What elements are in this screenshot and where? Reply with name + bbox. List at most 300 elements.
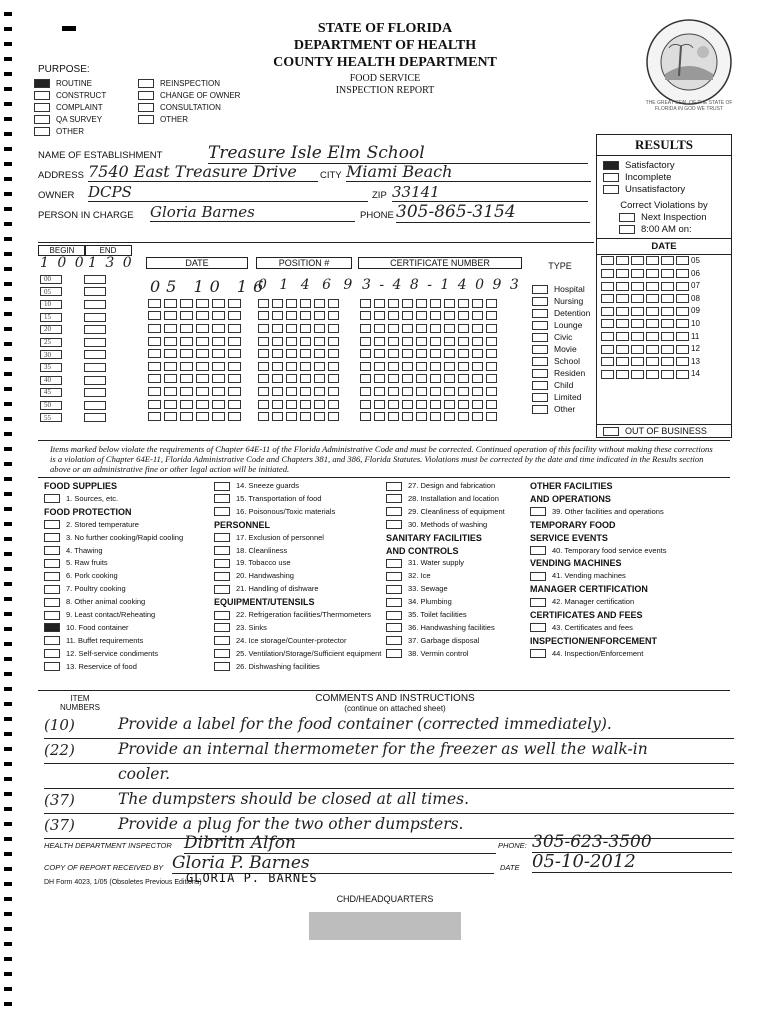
time-bubble[interactable] — [84, 275, 106, 284]
bubble[interactable] — [212, 400, 225, 409]
bubble[interactable] — [180, 324, 193, 333]
date-bubble[interactable] — [661, 319, 674, 328]
bubble[interactable] — [402, 400, 413, 409]
date-bubble[interactable] — [631, 269, 644, 278]
bubble[interactable] — [148, 374, 161, 383]
bubble[interactable] — [430, 362, 441, 371]
bubble[interactable] — [458, 311, 469, 320]
results-date-row[interactable] — [601, 255, 731, 268]
checkbox-row[interactable] — [44, 493, 214, 506]
bubble[interactable] — [458, 400, 469, 409]
checkbox-row[interactable] — [386, 583, 532, 596]
date-bubble[interactable] — [676, 269, 689, 278]
checkbox-row[interactable] — [603, 160, 725, 172]
bubble[interactable] — [472, 362, 483, 371]
checkbox[interactable] — [34, 127, 50, 136]
checkbox[interactable] — [386, 494, 402, 503]
bubble[interactable] — [430, 412, 441, 421]
bubble[interactable] — [430, 324, 441, 333]
bubble[interactable] — [258, 362, 269, 371]
oob-checkbox[interactable] — [603, 427, 619, 436]
begin-value[interactable]: 1 0 0 — [40, 255, 86, 271]
checkbox-row[interactable] — [386, 519, 532, 532]
date-bubble[interactable] — [616, 269, 629, 278]
bubble[interactable] — [148, 337, 161, 346]
bubble[interactable] — [328, 349, 339, 358]
bubble[interactable] — [286, 311, 297, 320]
date-bubble[interactable] — [646, 269, 659, 278]
bubble[interactable] — [314, 374, 325, 383]
checkbox-row[interactable] — [214, 545, 394, 558]
bubble[interactable] — [258, 311, 269, 320]
checkbox-row[interactable] — [214, 609, 394, 622]
date-bubble[interactable] — [616, 256, 629, 265]
checkbox-row[interactable] — [386, 506, 532, 519]
results-date-row[interactable] — [601, 368, 731, 381]
time-bubble[interactable] — [84, 300, 106, 309]
bubble[interactable] — [328, 299, 339, 308]
position-value[interactable]: 0 1 4 6 9 — [258, 277, 357, 293]
checkbox[interactable] — [34, 91, 50, 100]
checkbox-row[interactable] — [138, 114, 240, 126]
checkbox[interactable] — [44, 494, 60, 503]
bubble[interactable] — [444, 324, 455, 333]
bubble[interactable] — [328, 362, 339, 371]
bubble[interactable] — [272, 374, 283, 383]
bubble[interactable] — [148, 400, 161, 409]
bubble[interactable] — [360, 387, 371, 396]
date-bubble[interactable] — [676, 294, 689, 303]
bubble[interactable] — [486, 349, 497, 358]
bubble[interactable] — [458, 362, 469, 371]
bubble[interactable] — [328, 374, 339, 383]
checkbox-row[interactable] — [44, 545, 214, 558]
checkbox-row[interactable] — [214, 583, 394, 596]
checkbox-row[interactable] — [214, 532, 394, 545]
bubble[interactable] — [374, 400, 385, 409]
time-row[interactable] — [40, 361, 119, 374]
bubble[interactable] — [430, 311, 441, 320]
checkbox-row[interactable] — [532, 355, 590, 367]
time-bubble[interactable] — [84, 388, 106, 397]
checkbox[interactable] — [530, 572, 546, 581]
bubble[interactable] — [180, 299, 193, 308]
bubble[interactable] — [314, 337, 325, 346]
bubble[interactable] — [228, 362, 241, 371]
time-bubble[interactable] — [84, 401, 106, 410]
checkbox[interactable] — [138, 103, 154, 112]
bubble[interactable] — [286, 299, 297, 308]
checkbox[interactable] — [532, 357, 548, 366]
time-row[interactable] — [40, 386, 119, 399]
date-bubble[interactable] — [676, 357, 689, 366]
checkbox-row[interactable] — [530, 648, 730, 661]
time-bubble[interactable] — [84, 287, 106, 296]
checkbox[interactable] — [386, 482, 402, 491]
bubble[interactable] — [328, 400, 339, 409]
checkbox-row[interactable] — [34, 102, 106, 114]
bubble[interactable] — [388, 299, 399, 308]
results-date-row[interactable] — [601, 318, 731, 331]
time-row[interactable] — [40, 374, 119, 387]
comment-line[interactable] — [44, 764, 734, 789]
date-value-footer[interactable]: 05-10-2012 — [532, 851, 732, 873]
time-row[interactable] — [40, 273, 119, 286]
date-bubble[interactable] — [616, 345, 629, 354]
bubble[interactable] — [196, 337, 209, 346]
date-bubble[interactable] — [646, 294, 659, 303]
bubble[interactable] — [212, 311, 225, 320]
date-bubble[interactable] — [661, 294, 674, 303]
bubble[interactable] — [180, 362, 193, 371]
checkbox[interactable] — [44, 520, 60, 529]
checkbox-row[interactable] — [214, 557, 394, 570]
bubble[interactable] — [228, 400, 241, 409]
bubble[interactable] — [388, 400, 399, 409]
date-bubble[interactable] — [616, 319, 629, 328]
bubble[interactable] — [164, 324, 177, 333]
bubble[interactable] — [196, 299, 209, 308]
bubble[interactable] — [416, 374, 427, 383]
bubble[interactable] — [196, 374, 209, 383]
time-row[interactable] — [40, 286, 119, 299]
name-value[interactable]: Treasure Isle Elm School — [208, 143, 588, 164]
checkbox[interactable] — [214, 546, 230, 555]
checkbox-row[interactable] — [44, 519, 214, 532]
checkbox-row[interactable] — [44, 570, 214, 583]
bubble[interactable] — [360, 362, 371, 371]
checkbox-row[interactable] — [386, 596, 532, 609]
bubble[interactable] — [228, 374, 241, 383]
bubble[interactable] — [300, 324, 311, 333]
date-bubble[interactable] — [661, 269, 674, 278]
date-bubble[interactable] — [601, 370, 614, 379]
bubble[interactable] — [486, 324, 497, 333]
bubble[interactable] — [472, 324, 483, 333]
checkbox[interactable] — [530, 623, 546, 632]
checkbox[interactable] — [532, 345, 548, 354]
checkbox[interactable] — [386, 507, 402, 516]
bubble[interactable] — [300, 412, 311, 421]
bubble[interactable] — [402, 412, 413, 421]
checkbox[interactable] — [530, 598, 546, 607]
bubble[interactable] — [416, 337, 427, 346]
bubble[interactable] — [444, 412, 455, 421]
checkbox[interactable] — [44, 572, 60, 581]
time-row[interactable] — [40, 412, 119, 425]
bubble[interactable] — [258, 324, 269, 333]
bubble[interactable] — [472, 349, 483, 358]
bubble[interactable] — [360, 400, 371, 409]
checkbox-row[interactable] — [603, 172, 725, 184]
bubble[interactable] — [196, 412, 209, 421]
date-bubble[interactable] — [616, 370, 629, 379]
bubble[interactable] — [360, 349, 371, 358]
bubble[interactable] — [180, 311, 193, 320]
bubble[interactable] — [402, 324, 413, 333]
bubble[interactable] — [486, 299, 497, 308]
date-bubble[interactable] — [661, 307, 674, 316]
bubble[interactable] — [164, 412, 177, 421]
bubble[interactable] — [258, 349, 269, 358]
date-bubble[interactable] — [631, 294, 644, 303]
checkbox[interactable] — [44, 649, 60, 658]
bubble[interactable] — [286, 337, 297, 346]
checkbox[interactable] — [214, 611, 230, 620]
bubble[interactable] — [458, 349, 469, 358]
bubble[interactable] — [272, 337, 283, 346]
bubble[interactable] — [196, 400, 209, 409]
next-inspection[interactable] — [597, 212, 731, 224]
bubble[interactable] — [388, 412, 399, 421]
time-bubble[interactable] — [84, 413, 106, 422]
checkbox-row[interactable] — [44, 583, 214, 596]
date-bubble[interactable] — [646, 345, 659, 354]
date-bubble[interactable] — [646, 319, 659, 328]
bubble[interactable] — [458, 412, 469, 421]
inspector-phone-value[interactable]: 305-623-3500 — [532, 832, 732, 853]
checkbox[interactable] — [386, 649, 402, 658]
bubble[interactable] — [444, 349, 455, 358]
checkbox[interactable] — [386, 623, 402, 632]
checkbox[interactable] — [603, 173, 619, 182]
checkbox[interactable] — [386, 559, 402, 568]
checkbox-row[interactable] — [532, 391, 590, 403]
bubble[interactable] — [148, 324, 161, 333]
checkbox[interactable] — [532, 321, 548, 330]
bubble[interactable] — [444, 299, 455, 308]
bubble[interactable] — [388, 374, 399, 383]
date-bubble[interactable] — [601, 307, 614, 316]
bubble[interactable] — [212, 412, 225, 421]
checkbox-row[interactable] — [214, 570, 394, 583]
checkbox[interactable] — [532, 333, 548, 342]
date-bubble[interactable] — [616, 332, 629, 341]
bubble[interactable] — [180, 337, 193, 346]
results-date-row[interactable] — [601, 356, 731, 369]
bubble[interactable] — [458, 374, 469, 383]
bubble[interactable] — [472, 311, 483, 320]
checkbox-row[interactable] — [530, 506, 730, 519]
bubble[interactable] — [430, 400, 441, 409]
bubble[interactable] — [212, 337, 225, 346]
bubble[interactable] — [486, 387, 497, 396]
bubble[interactable] — [388, 349, 399, 358]
bubble[interactable] — [416, 387, 427, 396]
checkbox-row[interactable] — [44, 609, 214, 622]
date-value[interactable]: 05 10 16 — [150, 277, 270, 296]
bubble[interactable] — [388, 387, 399, 396]
bubble[interactable] — [300, 387, 311, 396]
cert-value[interactable]: 3 - 4 8 - 1 4 0 9 3 — [362, 277, 521, 293]
time-bubble[interactable] — [84, 376, 106, 385]
checkbox-row[interactable] — [532, 403, 590, 415]
checkbox-row[interactable] — [34, 114, 106, 126]
date-bubble[interactable] — [601, 294, 614, 303]
checkbox[interactable] — [138, 91, 154, 100]
checkbox[interactable] — [34, 115, 50, 124]
time-bubble[interactable] — [84, 363, 106, 372]
checkbox-row[interactable] — [214, 622, 394, 635]
bubble[interactable] — [272, 362, 283, 371]
date-bubble[interactable] — [601, 345, 614, 354]
bubble[interactable] — [164, 299, 177, 308]
date-bubble[interactable] — [646, 332, 659, 341]
bubble[interactable] — [272, 324, 283, 333]
date-bubble[interactable] — [631, 282, 644, 291]
date-bubble[interactable] — [646, 256, 659, 265]
checkbox[interactable] — [214, 507, 230, 516]
bubble[interactable] — [458, 299, 469, 308]
checkbox-row[interactable] — [386, 648, 532, 661]
bubble[interactable] — [148, 311, 161, 320]
checkbox-row[interactable] — [532, 319, 590, 331]
checkbox[interactable] — [386, 598, 402, 607]
checkbox[interactable] — [44, 636, 60, 645]
bubble[interactable] — [228, 324, 241, 333]
bubble[interactable] — [180, 374, 193, 383]
checkbox-row[interactable] — [530, 622, 730, 635]
bubble[interactable] — [444, 337, 455, 346]
checkbox-row[interactable] — [34, 78, 106, 90]
checkbox[interactable] — [214, 559, 230, 568]
checkbox[interactable] — [386, 520, 402, 529]
checkbox-row[interactable] — [138, 102, 240, 114]
bubble[interactable] — [314, 400, 325, 409]
bubble[interactable] — [360, 412, 371, 421]
bubble[interactable] — [258, 374, 269, 383]
date-bubble[interactable] — [631, 332, 644, 341]
checkbox-row[interactable] — [34, 126, 106, 138]
bubble[interactable] — [300, 299, 311, 308]
checkbox-row[interactable] — [386, 609, 532, 622]
bubble[interactable] — [402, 349, 413, 358]
date-bubble[interactable] — [676, 282, 689, 291]
date-bubble[interactable] — [616, 282, 629, 291]
bubble[interactable] — [402, 299, 413, 308]
bubble[interactable] — [196, 311, 209, 320]
bubble[interactable] — [416, 349, 427, 358]
bubble[interactable] — [472, 374, 483, 383]
bubble[interactable] — [430, 299, 441, 308]
bubble[interactable] — [374, 311, 385, 320]
bubble[interactable] — [196, 387, 209, 396]
bubble[interactable] — [300, 362, 311, 371]
checkbox-row[interactable] — [214, 648, 394, 661]
bubble[interactable] — [314, 299, 325, 308]
bubble[interactable] — [374, 412, 385, 421]
date-bubble[interactable] — [646, 282, 659, 291]
checkbox-row[interactable] — [532, 283, 590, 295]
checkbox[interactable] — [44, 623, 60, 632]
bubble[interactable] — [300, 311, 311, 320]
checkbox[interactable] — [530, 507, 546, 516]
bubble[interactable] — [486, 337, 497, 346]
bubble[interactable] — [148, 349, 161, 358]
checkbox[interactable] — [214, 636, 230, 645]
checkbox-row[interactable] — [386, 493, 532, 506]
checkbox[interactable] — [386, 585, 402, 594]
bubble[interactable] — [328, 311, 339, 320]
date-bubble[interactable] — [616, 294, 629, 303]
address-value[interactable]: 7540 East Treasure Drive — [88, 162, 318, 182]
bubble[interactable] — [486, 374, 497, 383]
inspector-signature[interactable]: Dibritn Alfon — [184, 833, 496, 854]
bubble[interactable] — [444, 362, 455, 371]
checkbox[interactable] — [44, 533, 60, 542]
time-row[interactable] — [40, 323, 119, 336]
checkbox[interactable] — [34, 103, 50, 112]
date-bubble[interactable] — [661, 282, 674, 291]
date-bubble[interactable] — [646, 357, 659, 366]
bubble[interactable] — [314, 412, 325, 421]
bubble[interactable] — [286, 412, 297, 421]
results-date-row[interactable] — [601, 293, 731, 306]
bubble[interactable] — [180, 412, 193, 421]
bubble[interactable] — [228, 337, 241, 346]
owner-value[interactable]: DCPS — [88, 183, 368, 202]
bubble[interactable] — [164, 400, 177, 409]
date-bubble[interactable] — [631, 319, 644, 328]
bubble[interactable] — [164, 387, 177, 396]
checkbox[interactable] — [214, 572, 230, 581]
checkbox[interactable] — [44, 585, 60, 594]
bubble[interactable] — [228, 412, 241, 421]
bubble[interactable] — [374, 374, 385, 383]
bubble[interactable] — [258, 299, 269, 308]
bubble[interactable] — [286, 349, 297, 358]
checkbox[interactable] — [386, 572, 402, 581]
bubble[interactable] — [180, 400, 193, 409]
time-checkbox[interactable] — [619, 225, 635, 234]
bubble[interactable] — [416, 412, 427, 421]
checkbox-row[interactable] — [530, 570, 730, 583]
zip-value[interactable]: 33141 — [392, 183, 588, 202]
bubble[interactable] — [212, 362, 225, 371]
bubble[interactable] — [430, 387, 441, 396]
bubble[interactable] — [212, 299, 225, 308]
checkbox-row[interactable] — [44, 648, 214, 661]
time-bubble[interactable] — [84, 338, 106, 347]
checkbox-row[interactable] — [530, 545, 730, 558]
checkbox[interactable] — [138, 115, 154, 124]
time-row[interactable] — [40, 298, 119, 311]
bubble[interactable] — [286, 324, 297, 333]
bubble[interactable] — [486, 362, 497, 371]
checkbox[interactable] — [530, 649, 546, 658]
time-bubble[interactable] — [84, 350, 106, 359]
checkbox[interactable] — [214, 649, 230, 658]
checkbox-row[interactable] — [386, 635, 532, 648]
checkbox-row[interactable] — [532, 343, 590, 355]
results-date-row[interactable] — [601, 343, 731, 356]
bubble[interactable] — [328, 337, 339, 346]
bubble[interactable] — [360, 299, 371, 308]
checkbox-row[interactable] — [44, 635, 214, 648]
checkbox[interactable] — [214, 533, 230, 542]
bubble[interactable] — [402, 374, 413, 383]
bubble[interactable] — [164, 374, 177, 383]
checkbox[interactable] — [44, 598, 60, 607]
bubble[interactable] — [258, 387, 269, 396]
bubble[interactable] — [416, 362, 427, 371]
bubble[interactable] — [180, 387, 193, 396]
time-option[interactable] — [597, 224, 731, 236]
bubble[interactable] — [164, 362, 177, 371]
bubble[interactable] — [360, 374, 371, 383]
checkbox[interactable] — [603, 161, 619, 170]
comment-line[interactable] — [44, 789, 734, 814]
